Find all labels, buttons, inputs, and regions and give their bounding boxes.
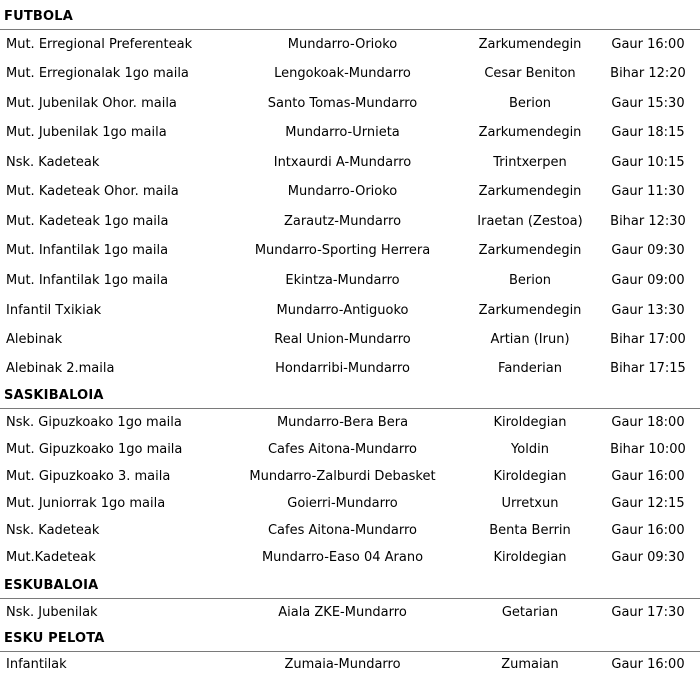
time-cell: Bihar 17:00 bbox=[610, 332, 686, 347]
table-row bbox=[0, 123, 700, 143]
table-row bbox=[0, 330, 700, 350]
match-cell: Goierri-Mundarro bbox=[287, 496, 398, 511]
table-row bbox=[0, 212, 700, 232]
place-cell: Kiroldegian bbox=[493, 415, 567, 430]
time-cell: Bihar 12:20 bbox=[610, 66, 686, 81]
table-row bbox=[0, 35, 700, 55]
place-cell: Yoldin bbox=[511, 442, 549, 457]
match-cell: Zumaia-Mundarro bbox=[284, 657, 401, 672]
category-cell: Mut. Jubenilak 1go maila bbox=[6, 125, 167, 140]
category-cell: Infantilak bbox=[6, 657, 67, 672]
place-cell: Artian (Irun) bbox=[490, 332, 570, 347]
table-row bbox=[0, 440, 700, 460]
time-cell: Bihar 17:15 bbox=[610, 361, 686, 376]
category-cell: Infantil Txikiak bbox=[6, 303, 102, 318]
match-cell: Hondarribi-Mundarro bbox=[275, 361, 410, 376]
place-cell: Zarkumendegin bbox=[478, 243, 582, 258]
category-cell: Mut. Gipuzkoako 3. maila bbox=[6, 469, 171, 484]
match-cell: Mundarro-Sporting Herrera bbox=[254, 243, 431, 258]
section-divider bbox=[0, 29, 700, 30]
place-cell: Getarian bbox=[501, 605, 559, 620]
time-cell: Gaur 13:30 bbox=[611, 303, 685, 318]
place-cell: Trintxerpen bbox=[493, 155, 567, 170]
section-divider bbox=[0, 651, 700, 652]
table-row bbox=[0, 413, 700, 433]
time-cell: Gaur 16:00 bbox=[611, 37, 685, 52]
match-cell: Mundarro-Zalburdi Debasket bbox=[249, 469, 436, 484]
section-divider bbox=[0, 408, 700, 409]
match-cell: Santo Tomas-Mundarro bbox=[267, 96, 418, 111]
time-cell: Gaur 12:15 bbox=[611, 496, 685, 511]
category-cell: Mut. Jubenilak Ohor. maila bbox=[6, 96, 177, 111]
time-cell: Gaur 16:00 bbox=[611, 657, 685, 672]
place-cell: Berion bbox=[508, 96, 552, 111]
time-cell: Gaur 09:30 bbox=[611, 243, 685, 258]
match-cell: Cafes Aitona-Mundarro bbox=[267, 523, 418, 538]
section-title-esku-pelota: ESKU PELOTA bbox=[4, 631, 105, 646]
category-cell: Alebinak 2.maila bbox=[6, 361, 115, 376]
place-cell: Zumaian bbox=[501, 657, 559, 672]
category-cell: Mut. Erregionalak 1go maila bbox=[6, 66, 189, 81]
table-row bbox=[0, 494, 700, 514]
category-cell: Nsk. Kadeteak bbox=[6, 523, 100, 538]
match-cell: Mundarro-Bera Bera bbox=[276, 415, 409, 430]
section-title-saskibaloia: SASKIBALOIA bbox=[4, 388, 104, 403]
table-row bbox=[0, 64, 700, 84]
time-cell: Gaur 15:30 bbox=[611, 96, 685, 111]
match-cell: Mundarro-Orioko bbox=[287, 37, 398, 52]
table-row bbox=[0, 182, 700, 202]
match-cell: Mundarro-Antiguoko bbox=[276, 303, 409, 318]
section-divider bbox=[0, 598, 700, 599]
category-cell: Nsk. Jubenilak bbox=[6, 605, 98, 620]
time-cell: Gaur 10:15 bbox=[611, 155, 685, 170]
place-cell: Iraetan (Zestoa) bbox=[477, 214, 583, 229]
place-cell: Zarkumendegin bbox=[478, 184, 582, 199]
time-cell: Gaur 11:30 bbox=[611, 184, 685, 199]
time-cell: Bihar 12:30 bbox=[610, 214, 686, 229]
place-cell: Zarkumendegin bbox=[478, 37, 582, 52]
table-row bbox=[0, 271, 700, 291]
match-cell: Aiala ZKE-Mundarro bbox=[278, 605, 407, 620]
time-cell: Gaur 17:30 bbox=[611, 605, 685, 620]
table-row bbox=[0, 521, 700, 541]
place-cell: Cesar Beniton bbox=[484, 66, 576, 81]
match-cell: Mundarro-Easo 04 Arano bbox=[261, 550, 424, 565]
section-title-eskubaloia: ESKUBALOIA bbox=[4, 578, 99, 593]
time-cell: Gaur 16:00 bbox=[611, 469, 685, 484]
time-cell: Bihar 10:00 bbox=[610, 442, 686, 457]
place-cell: Benta Berrin bbox=[489, 523, 571, 538]
category-cell: Nsk. Kadeteak bbox=[6, 155, 100, 170]
place-cell: Berion bbox=[508, 273, 552, 288]
time-cell: Gaur 16:00 bbox=[611, 523, 685, 538]
category-cell: Mut. Erregional Preferenteak bbox=[6, 37, 193, 52]
table-row bbox=[0, 655, 700, 675]
match-cell: Mundarro-Orioko bbox=[287, 184, 398, 199]
time-cell: Gaur 18:00 bbox=[611, 415, 685, 430]
time-cell: Gaur 18:15 bbox=[611, 125, 685, 140]
match-cell: Real Union-Mundarro bbox=[274, 332, 411, 347]
match-cell: Intxaurdi A-Mundarro bbox=[273, 155, 412, 170]
match-cell: Mundarro-Urnieta bbox=[285, 125, 400, 140]
category-cell: Mut.Kadeteak bbox=[6, 550, 96, 565]
table-row bbox=[0, 94, 700, 114]
table-row bbox=[0, 467, 700, 487]
match-cell: Lengokoak-Mundarro bbox=[274, 66, 411, 81]
table-row bbox=[0, 301, 700, 321]
time-cell: Gaur 09:00 bbox=[611, 273, 685, 288]
category-cell: Mut. Infantilak 1go maila bbox=[6, 273, 169, 288]
place-cell: Fanderian bbox=[498, 361, 562, 376]
place-cell: Urretxun bbox=[501, 496, 559, 511]
match-cell: Cafes Aitona-Mundarro bbox=[267, 442, 418, 457]
category-cell: Nsk. Gipuzkoako 1go maila bbox=[6, 415, 182, 430]
table-row bbox=[0, 548, 700, 568]
category-cell: Mut. Juniorrak 1go maila bbox=[6, 496, 166, 511]
match-cell: Zarautz-Mundarro bbox=[283, 214, 402, 229]
category-cell: Mut. Kadeteak Ohor. maila bbox=[6, 184, 179, 199]
place-cell: Zarkumendegin bbox=[478, 303, 582, 318]
table-row bbox=[0, 153, 700, 173]
category-cell: Alebinak bbox=[6, 332, 63, 347]
place-cell: Zarkumendegin bbox=[478, 125, 582, 140]
category-cell: Mut. Kadeteak 1go maila bbox=[6, 214, 169, 229]
time-cell: Gaur 09:30 bbox=[611, 550, 685, 565]
category-cell: Mut. Gipuzkoako 1go maila bbox=[6, 442, 183, 457]
category-cell: Mut. Infantilak 1go maila bbox=[6, 243, 169, 258]
table-row bbox=[0, 603, 700, 623]
table-row bbox=[0, 241, 700, 261]
place-cell: Kiroldegian bbox=[493, 469, 567, 484]
match-cell: Ekintza-Mundarro bbox=[285, 273, 400, 288]
place-cell: Kiroldegian bbox=[493, 550, 567, 565]
table-row bbox=[0, 359, 700, 379]
section-title-futbola: FUTBOLA bbox=[4, 9, 74, 24]
